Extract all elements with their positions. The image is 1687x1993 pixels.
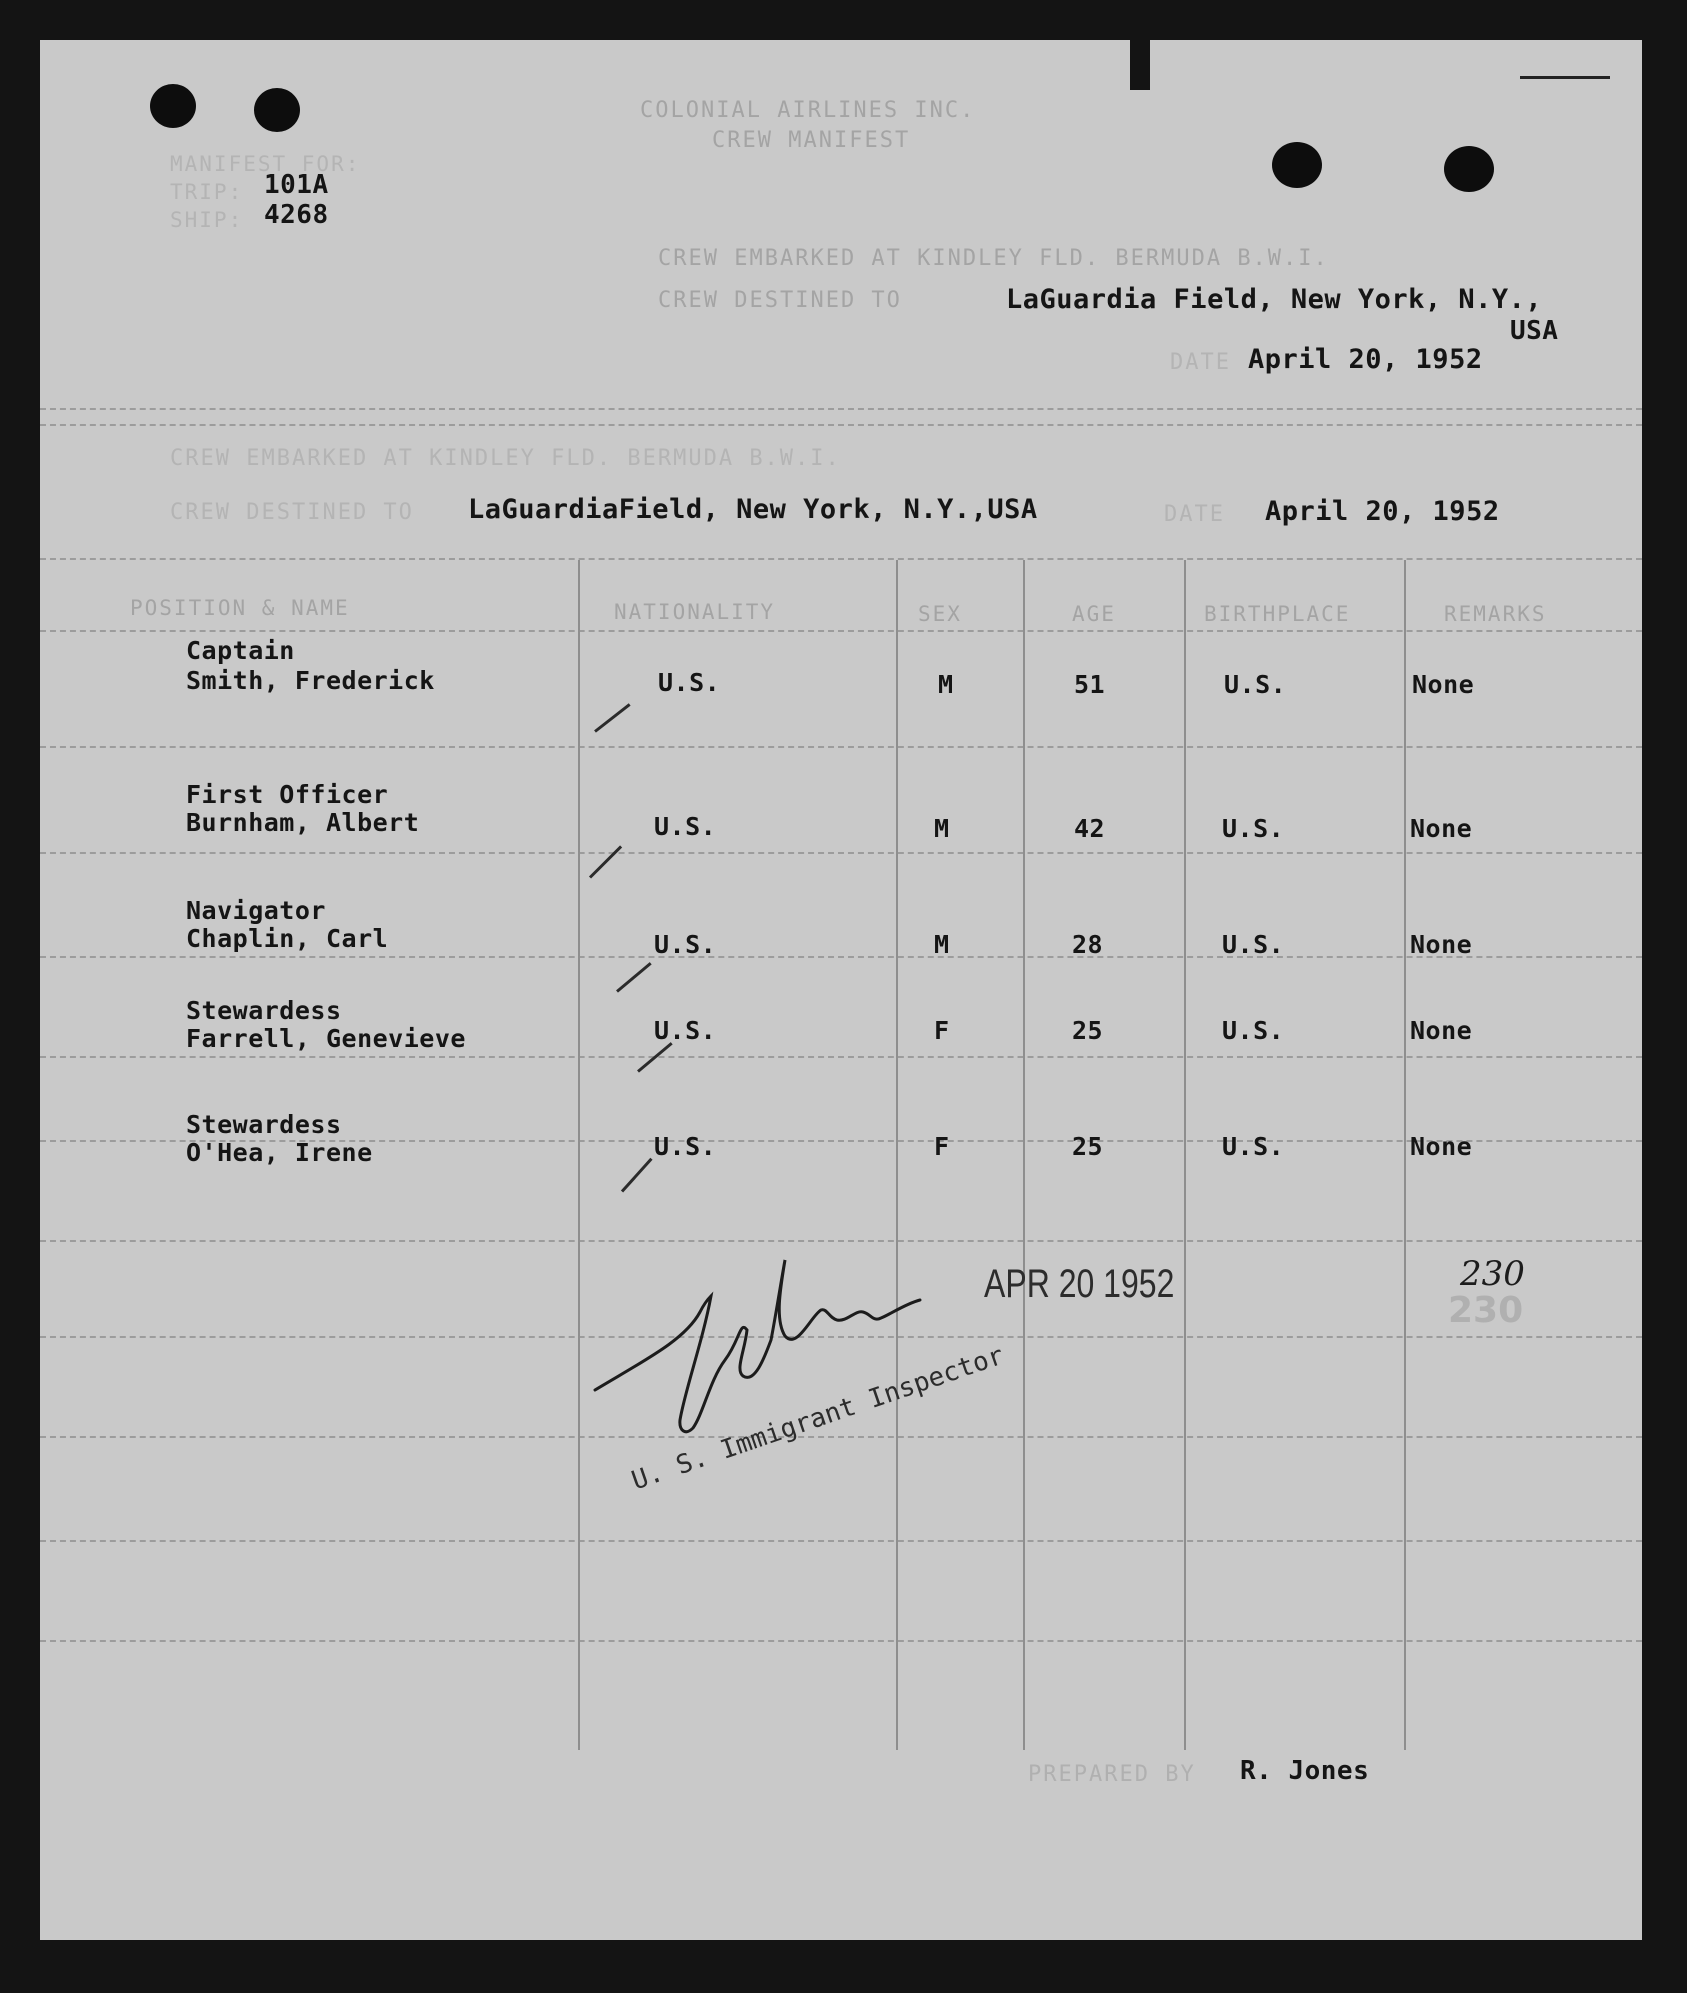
column-rule (1404, 560, 1406, 1750)
destination-country: USA (1510, 316, 1559, 346)
trip-number: 101A (264, 170, 329, 200)
crew-embarked-label: CREW EMBARKED AT KINDLEY FLD. BERMUDA B.W.I. (658, 246, 1329, 271)
crew-age: 25 (1072, 1132, 1104, 1161)
page-number-faint: 230 (1448, 1290, 1524, 1331)
column-header-sex: SEX (918, 602, 962, 626)
page-number: 230 (1460, 1254, 1525, 1294)
column-header-position-name: POSITION & NAME (130, 596, 350, 620)
row-rule (40, 1056, 1642, 1058)
date-value-2: April 20, 1952 (1265, 496, 1500, 527)
column-rule (1184, 560, 1186, 1750)
crew-remarks: None (1410, 814, 1473, 843)
crew-birthplace: U.S. (1222, 1016, 1285, 1045)
crew-nationality: U.S. (654, 812, 717, 841)
date-label-2: DATE (1164, 502, 1225, 527)
punch-hole (1272, 142, 1322, 188)
crew-birthplace: U.S. (1222, 1132, 1285, 1161)
crew-position: Stewardess (186, 996, 342, 1025)
column-rule (578, 560, 580, 1750)
manifest-for-label: MANIFEST FOR: (170, 152, 361, 176)
column-header-nationality: NATIONALITY (614, 600, 776, 624)
divider (40, 424, 1642, 426)
check-mark (594, 703, 631, 732)
date-label: DATE (1170, 350, 1231, 375)
trip-label: TRIP: (170, 180, 244, 204)
column-header-remarks: REMARKS (1444, 602, 1547, 626)
top-right-mark (1520, 76, 1610, 79)
punch-hole (254, 88, 300, 132)
crew-birthplace: U.S. (1222, 930, 1285, 959)
crew-remarks: None (1410, 1016, 1473, 1045)
date-value: April 20, 1952 (1248, 344, 1483, 375)
crew-nationality: U.S. (654, 1016, 717, 1045)
check-mark (616, 962, 652, 993)
crew-age: 28 (1072, 930, 1104, 959)
crew-sex: M (934, 930, 950, 959)
crew-name: Burnham, Albert (186, 808, 420, 837)
crew-name: Chaplin, Carl (186, 924, 389, 953)
crew-destined-label: CREW DESTINED TO (658, 288, 902, 313)
crew-name: Farrell, Genevieve (186, 1024, 466, 1053)
inspector-signature (575, 1200, 975, 1460)
crew-sex: M (938, 670, 954, 699)
crew-sex: F (934, 1016, 950, 1045)
destination-value-2: LaGuardiaField, New York, N.Y.,USA (468, 494, 1038, 525)
table-top-rule (40, 558, 1642, 560)
check-mark (621, 1158, 653, 1193)
crew-position: Navigator (186, 896, 326, 925)
immigrant-inspector-stamp: U. S. Immigrant Inspector (628, 1340, 1008, 1497)
crew-nationality: U.S. (654, 930, 717, 959)
column-rule (896, 560, 898, 1750)
crew-remarks: None (1410, 1132, 1473, 1161)
company-name: COLONIAL AIRLINES INC. (640, 98, 976, 123)
destination-value: LaGuardia Field, New York, N.Y., (1006, 284, 1543, 315)
crew-position: Stewardess (186, 1110, 342, 1139)
inspection-date-stamp: APR 20 1952 (984, 1262, 1175, 1306)
row-rule (40, 746, 1642, 748)
form-title: CREW MANIFEST (712, 128, 911, 153)
crew-age: 51 (1074, 670, 1106, 699)
divider (40, 408, 1642, 410)
row-rule (40, 1540, 1642, 1542)
crew-remarks: None (1412, 670, 1475, 699)
prepared-by-label: PREPARED BY (1028, 1762, 1196, 1787)
crew-embarked-label-2: CREW EMBARKED AT KINDLEY FLD. BERMUDA B.W.I. (170, 446, 841, 471)
crew-position: First Officer (186, 780, 389, 809)
torn-edge-mark (1130, 40, 1150, 90)
crew-destined-label-2: CREW DESTINED TO (170, 500, 414, 525)
crew-name: O'Hea, Irene (186, 1138, 373, 1167)
crew-remarks: None (1410, 930, 1473, 959)
column-header-birthplace: BIRTHPLACE (1204, 602, 1351, 626)
header-rule (40, 630, 1642, 632)
column-rule (1023, 560, 1025, 1750)
check-mark (589, 845, 622, 878)
crew-birthplace: U.S. (1224, 670, 1287, 699)
crew-nationality: U.S. (654, 1132, 717, 1161)
manifest-sheet (40, 40, 1642, 1940)
punch-hole (1444, 146, 1494, 192)
crew-age: 42 (1074, 814, 1106, 843)
crew-age: 25 (1072, 1016, 1104, 1045)
prepared-by-value: R. Jones (1240, 1756, 1370, 1786)
crew-sex: F (934, 1132, 950, 1161)
crew-nationality: U.S. (658, 668, 721, 697)
crew-name: Smith, Frederick (186, 666, 435, 695)
ship-label: SHIP: (170, 208, 244, 232)
row-rule (40, 852, 1642, 854)
row-rule (40, 1640, 1642, 1642)
crew-position: Captain (186, 636, 295, 665)
row-rule (40, 956, 1642, 958)
crew-sex: M (934, 814, 950, 843)
column-header-age: AGE (1072, 602, 1116, 626)
punch-hole (150, 84, 196, 128)
crew-birthplace: U.S. (1222, 814, 1285, 843)
ship-number: 4268 (264, 200, 329, 230)
